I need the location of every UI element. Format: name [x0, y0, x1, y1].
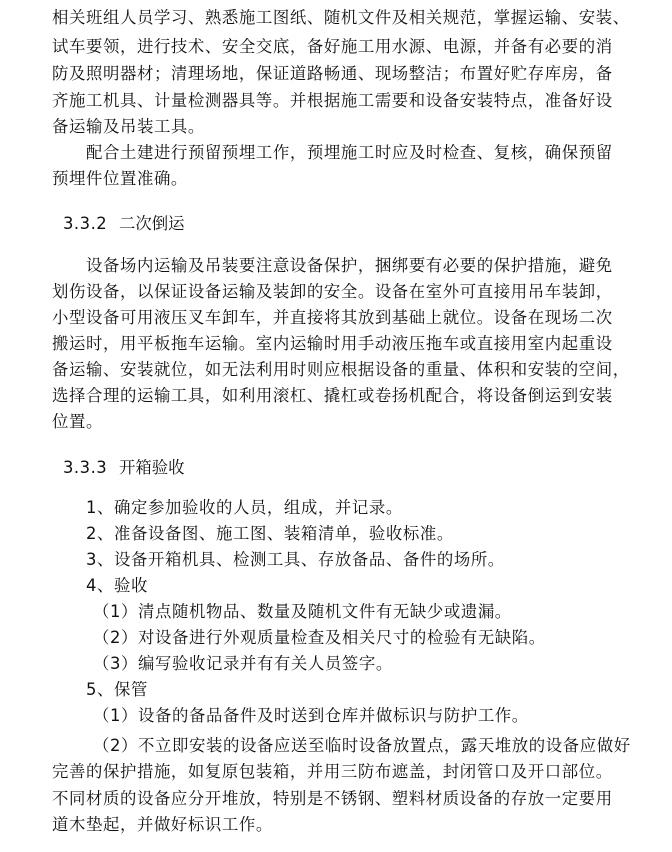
- text-line: 备运输、安装就位，如无法利用时则应根据设备的重量、体积和安装的空间，: [52, 360, 630, 379]
- list-item: 4、验收: [86, 576, 148, 595]
- text-line: 不同材质的设备应分开堆放，特别是不锈钢、塑料材质设备的存放一定要用: [52, 789, 613, 808]
- section-title: 二次倒运: [119, 214, 185, 233]
- section-number: 3.3.3: [63, 458, 108, 477]
- section-heading-3-3-3: [63, 455, 185, 481]
- list-item: 3、设备开箱机具、检测工具、存放备品、备件的场所。: [86, 550, 505, 569]
- list-item: 5、保管: [86, 680, 148, 699]
- text-line: 位置。: [52, 412, 103, 431]
- text-line: 相关班组人员学习、熟悉施工图纸、随机文件及相关规范，掌握运输、安装、: [52, 8, 630, 27]
- list-item: 2、准备设备图、施工图、装箱清单，验收标准。: [86, 524, 454, 543]
- text-line: 配合土建进行预留预埋工作，预埋施工时应及时检查、复核，确保预留: [86, 143, 613, 162]
- sub-list-item: （1）清点随机物品、数量及随机文件有无缺少或遗漏。: [93, 602, 512, 621]
- text-line: 备运输及吊装工具。: [52, 117, 205, 136]
- list-item: 1、确定参加验收的人员，组成，并记录。: [86, 498, 403, 517]
- sub-list-item: （2）对设备进行外观质量检查及相关尺寸的检验有无缺陷。: [93, 628, 546, 647]
- text-line: 完善的保护措施，如复原包装箱，并用三防布遮盖，封闭管口及开口部位。: [52, 762, 613, 781]
- section-number: 3.3.2: [63, 214, 108, 233]
- text-line: 设备场内运输及吊装要注意设备保护，捆绑要有必要的保护措施，避免: [86, 256, 613, 275]
- text-line: 选择合理的运输工具，如利用滚杠、撬杠或卷扬机配合，将设备倒运到安装: [52, 386, 613, 405]
- sub-list-item: （3）编写验收记录并有有关人员签字。: [93, 654, 393, 673]
- text-line: 划伤设备，以保证设备运输及装卸的安全。设备在室外可直接用吊车装卸，: [52, 282, 613, 301]
- section-title: 开箱验收: [119, 458, 185, 477]
- section-heading-3-3-2: [63, 211, 185, 237]
- text-line: 预埋件位置准确。: [52, 169, 188, 188]
- text-line: 小型设备可用液压叉车卸车，并直接将其放到基础上就位。设备在现场二次: [52, 308, 613, 327]
- sub-list-item: （2）不立即安装的设备应送至临时设备放置点，露天堆放的设备应做好: [93, 736, 631, 755]
- text-line: 齐施工机具、计量检测器具等。并根据施工需要和设备安装特点，准备好设: [52, 91, 613, 110]
- sub-list-item: （1）设备的备品备件及时送到仓库并做标识与防护工作。: [93, 706, 529, 725]
- text-line: 搬运时，用平板拖车运输。室内运输时用手动液压拖车或直接用室内起重设: [52, 334, 613, 353]
- text-line: 防及照明器材；清理场地，保证道路畅通、现场整洁；布置好贮存库房，备: [52, 64, 613, 83]
- text-line: 道木垫起，并做好标识工作。: [52, 815, 273, 834]
- text-line: 试车要领，进行技术、安全交底，备好施工用水源、电源，并备有必要的消: [52, 37, 613, 56]
